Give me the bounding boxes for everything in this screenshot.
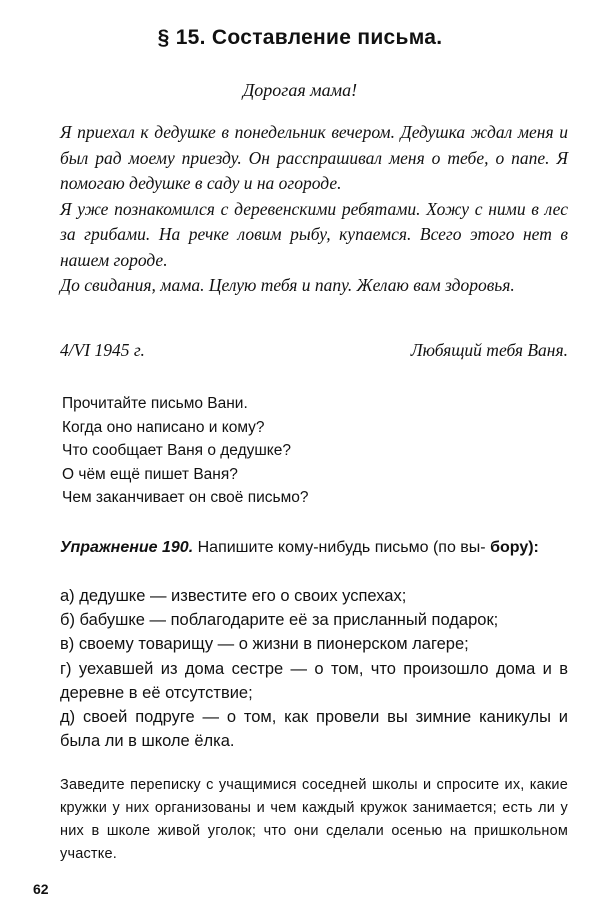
question-item: Прочитайте письмо Вани. — [62, 395, 248, 412]
letter-paragraph: Я уже познакомился с деревенскими ребятами. Хожу с ними в лес за грибами. На речке ловим рыбу, купаемся. Всего этого нет в нашем городе. — [60, 198, 568, 270]
letter-body — [60, 120, 568, 299]
page-number: 62 — [33, 881, 49, 897]
exercise-header — [60, 536, 568, 559]
letter-greeting: Дорогая мама! — [242, 80, 358, 100]
exercise-option: г) уехавшей из дома сестре — о том, что произошло дома и в деревне в её отсутствие; — [60, 659, 568, 702]
letter-signature: Любящий тебя Ваня. — [410, 340, 568, 360]
closing-paragraph: Заведите переписку с учащимися соседней школы и спросите их, какие кружки у них организованы и чем каждый кружок занимается; есть ли у них в школе живой уголок; что они сделали осенью на пришкольном участке. — [60, 777, 568, 862]
exercise-instruction: Напишите кому-нибудь письмо (по вы- — [197, 539, 486, 556]
exercise-options — [60, 584, 568, 753]
exercise-label: Упражнение 190. — [60, 539, 194, 556]
exercise-option: д) своей подруге — о том, как провели вы зимние каникулы и была ли в школе ёлка. — [60, 708, 568, 751]
questions-list — [62, 392, 562, 510]
exercise-option: а) дедушке — известите его о своих успехах; — [60, 587, 407, 605]
letter-date: 4/VI 1945 г. — [60, 340, 145, 360]
question-item: О чём ещё пишет Ваня? — [62, 465, 238, 483]
section-title: § 15. Составление письма. — [157, 26, 443, 49]
question-item: Что сообщает Ваня о дедушке? — [62, 442, 292, 460]
letter-paragraph: Я приехал к дедушке в понедельник вечером. Дедушка ждал меня и был рад моему приезду. Он расспрашивал меня о тебе, о папе. Я помогаю дедушке в саду и на огороде. — [60, 122, 568, 193]
question-item: Чем заканчивает он своё письмо? — [62, 489, 309, 507]
exercise-option: в) своему товарищу — о жизни в пионерском лагере; — [60, 635, 469, 654]
question-item: Когда оно написано и кому? — [62, 418, 265, 436]
letter-paragraph: До свидания, мама. Целую тебя и папу. Желаю вам здоровья. — [60, 275, 515, 295]
exercise-option: б) бабушке — поблагодарите её за присланный подарок; — [60, 611, 499, 630]
exercise-instruction-tail: бору): — [490, 539, 539, 556]
